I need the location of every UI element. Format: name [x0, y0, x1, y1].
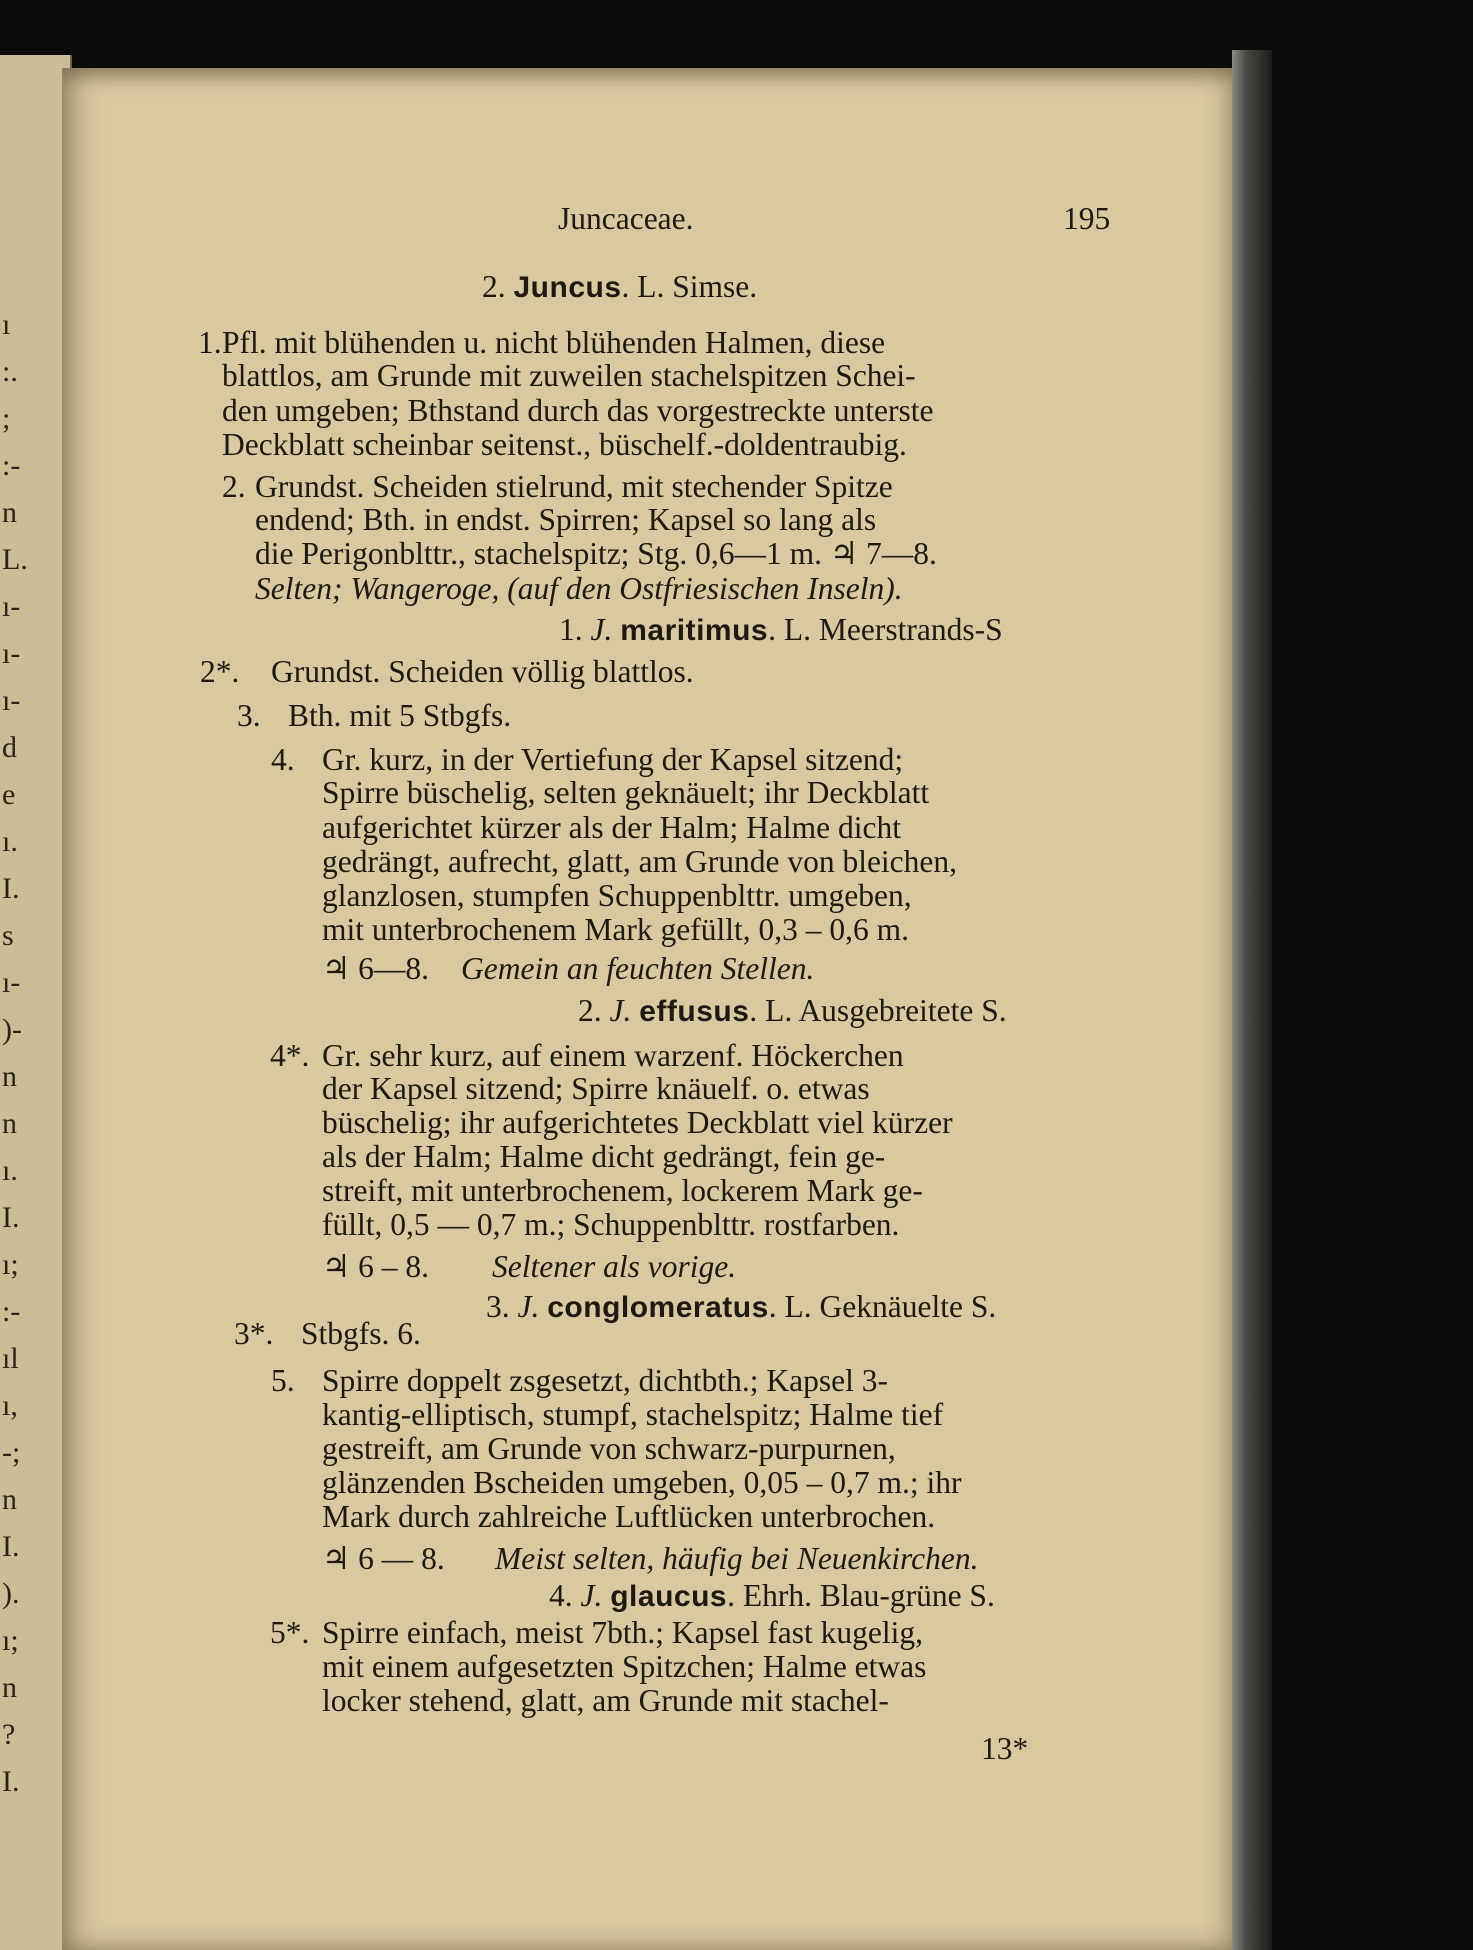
margin-fragment: :. — [2, 355, 18, 388]
key-number: 3. — [237, 698, 261, 733]
key-line: Pfl. mit blühenden u. nicht blühenden Halmen, diese — [222, 325, 886, 360]
margin-fragment: ı- — [2, 966, 21, 999]
key-line: Grundst. Scheiden völlig blattlos. — [271, 654, 694, 689]
margin-fragment: ). — [2, 1577, 20, 1610]
margin-fragment: I. — [2, 1765, 20, 1798]
margin-fragment: n — [2, 1107, 17, 1140]
margin-fragment: n — [2, 496, 17, 529]
margin-fragment: I. — [2, 872, 20, 905]
margin-fragment: )- — [2, 1013, 22, 1046]
species-name: 1. J. maritimus. L. Meerstrands-S — [559, 612, 1003, 647]
margin-fragment: -; — [2, 1436, 21, 1469]
key-line: den umgeben; Bthstand durch das vorgestreckte unterste — [222, 393, 934, 428]
margin-fragment: n — [2, 1060, 17, 1093]
margin-fragment: ı — [2, 308, 11, 341]
key-number: 1. — [198, 325, 222, 360]
key-line: Deckblatt scheinbar seitenst., büschelf.-doldentraubig. — [222, 427, 907, 462]
margin-fragment: I. — [2, 1530, 20, 1563]
margin-fragment: I. — [2, 1201, 20, 1234]
key-line: füllt, 0,5 — 0,7 m.; Schuppenblttr. rostfarben. — [322, 1207, 900, 1242]
margin-fragment: e — [2, 778, 16, 811]
margin-fragment: :- — [2, 1295, 21, 1328]
key-line: blattlos, am Grunde mit zuweilen stachelspitzen Schei- — [222, 358, 916, 393]
book-spine — [1232, 50, 1272, 1950]
key-line: der Kapsel sitzend; Spirre knäuelf. o. etwas — [322, 1071, 870, 1106]
margin-fragment: ı- — [2, 684, 21, 717]
key-line: glänzenden Bscheiden umgeben, 0,05 – 0,7 m.; ihr — [322, 1465, 962, 1500]
key-line: Gr. sehr kurz, auf einem warzenf. Höckerchen — [322, 1038, 904, 1073]
margin-fragment: :- — [2, 449, 21, 482]
habitat-note: Seltener als vorige. — [492, 1249, 737, 1284]
margin-fragment: ıl — [2, 1342, 19, 1375]
key-line: Spirre büschelig, selten geknäuelt; ihr Deckblatt — [322, 775, 930, 810]
flowering-time: ♃ 6—8. — [322, 951, 429, 986]
running-header: Juncaceae. — [558, 201, 694, 236]
key-line: streift, mit unterbrochenem, lockerem Mark ge- — [322, 1173, 923, 1208]
key-number: 2. — [222, 469, 246, 504]
margin-fragment: ı. — [2, 1154, 18, 1187]
margin-fragment: ı, — [2, 1389, 18, 1422]
key-line: Stbgfs. 6. — [301, 1316, 421, 1351]
page-number: 195 — [1063, 201, 1111, 236]
key-number: 2*. — [200, 654, 240, 689]
genus-heading: 2. Juncus. L. Simse. — [482, 269, 758, 304]
margin-fragment: d — [2, 731, 17, 764]
margin-fragment: ı; — [2, 1624, 19, 1657]
habitat-note: Gemein an feuchten Stellen. — [461, 951, 815, 986]
margin-fragment: ı; — [2, 1248, 19, 1281]
flowering-time: ♃ 6 – 8. — [322, 1249, 429, 1284]
margin-fragment: s — [2, 919, 14, 952]
key-line: locker stehend, glatt, am Grunde mit stachel- — [322, 1683, 889, 1718]
signature-mark: 13* — [981, 1731, 1029, 1766]
key-line: endend; Bth. in endst. Spirren; Kapsel so lang als — [255, 502, 877, 537]
key-number: 5*. — [270, 1615, 310, 1650]
key-line: mit unterbrochenem Mark gefüllt, 0,3 – 0,6 m. — [322, 912, 909, 947]
key-line: mit einem aufgesetzten Spitzchen; Halme etwas — [322, 1649, 927, 1684]
key-line: Mark durch zahlreiche Luftlücken unterbrochen. — [322, 1499, 936, 1534]
margin-fragment: ı- — [2, 637, 21, 670]
margin-fragment: ; — [2, 402, 11, 435]
margin-fragment: ? — [2, 1718, 16, 1751]
species-name: 4. J. glaucus. Ehrh. Blau-grüne S. — [549, 1578, 995, 1613]
species-name: 2. J. effusus. L. Ausgebreitete S. — [578, 993, 1007, 1028]
key-line: die Perigonblttr., stachelspitz; Stg. 0,6—1 m. ♃ 7—8. — [255, 536, 937, 571]
key-number: 5. — [271, 1363, 295, 1398]
key-line: Bth. mit 5 Stbgfs. — [288, 698, 512, 733]
key-number: 4*. — [270, 1038, 310, 1073]
flowering-time: ♃ 6 — 8. — [322, 1541, 445, 1576]
margin-fragment: n — [2, 1483, 17, 1516]
key-line: kantig-elliptisch, stumpf, stachelspitz; Halme tief — [322, 1397, 944, 1432]
key-number: 3*. — [234, 1316, 274, 1351]
margin-fragment: n — [2, 1671, 17, 1704]
key-line: gedrängt, aufrecht, glatt, am Grunde von bleichen, — [322, 844, 958, 879]
margin-fragment: ı- — [2, 590, 21, 623]
margin-fragment: L. — [2, 543, 28, 576]
margin-fragment: ı. — [2, 825, 18, 858]
key-line: Spirre einfach, meist 7bth.; Kapsel fast kugelig, — [322, 1615, 923, 1650]
key-line: Grundst. Scheiden stielrund, mit stechender Spitze — [255, 469, 893, 504]
key-line: als der Halm; Halme dicht gedrängt, fein ge- — [322, 1139, 886, 1174]
key-line: Spirre doppelt zsgesetzt, dichtbth.; Kapsel 3- — [322, 1363, 888, 1398]
key-number: 4. — [271, 742, 295, 777]
habitat-note: Meist selten, häufig bei Neuenkirchen. — [495, 1541, 979, 1576]
key-line: aufgerichtet kürzer als der Halm; Halme dicht — [322, 810, 901, 845]
key-line: Gr. kurz, in der Vertiefung der Kapsel sitzend; — [322, 742, 904, 777]
species-name: 3. J. conglomeratus. L. Geknäuelte S. — [486, 1289, 997, 1324]
key-line: büschelig; ihr aufgerichtetes Deckblatt viel kürzer — [322, 1105, 953, 1140]
key-line: gestreift, am Grunde von schwarz-purpurnen, — [322, 1431, 896, 1466]
key-line: glanzlosen, stumpfen Schuppenblttr. umgeben, — [322, 878, 912, 913]
habitat-note: Selten; Wangeroge, (auf den Ostfriesischen Inseln). — [255, 571, 903, 606]
